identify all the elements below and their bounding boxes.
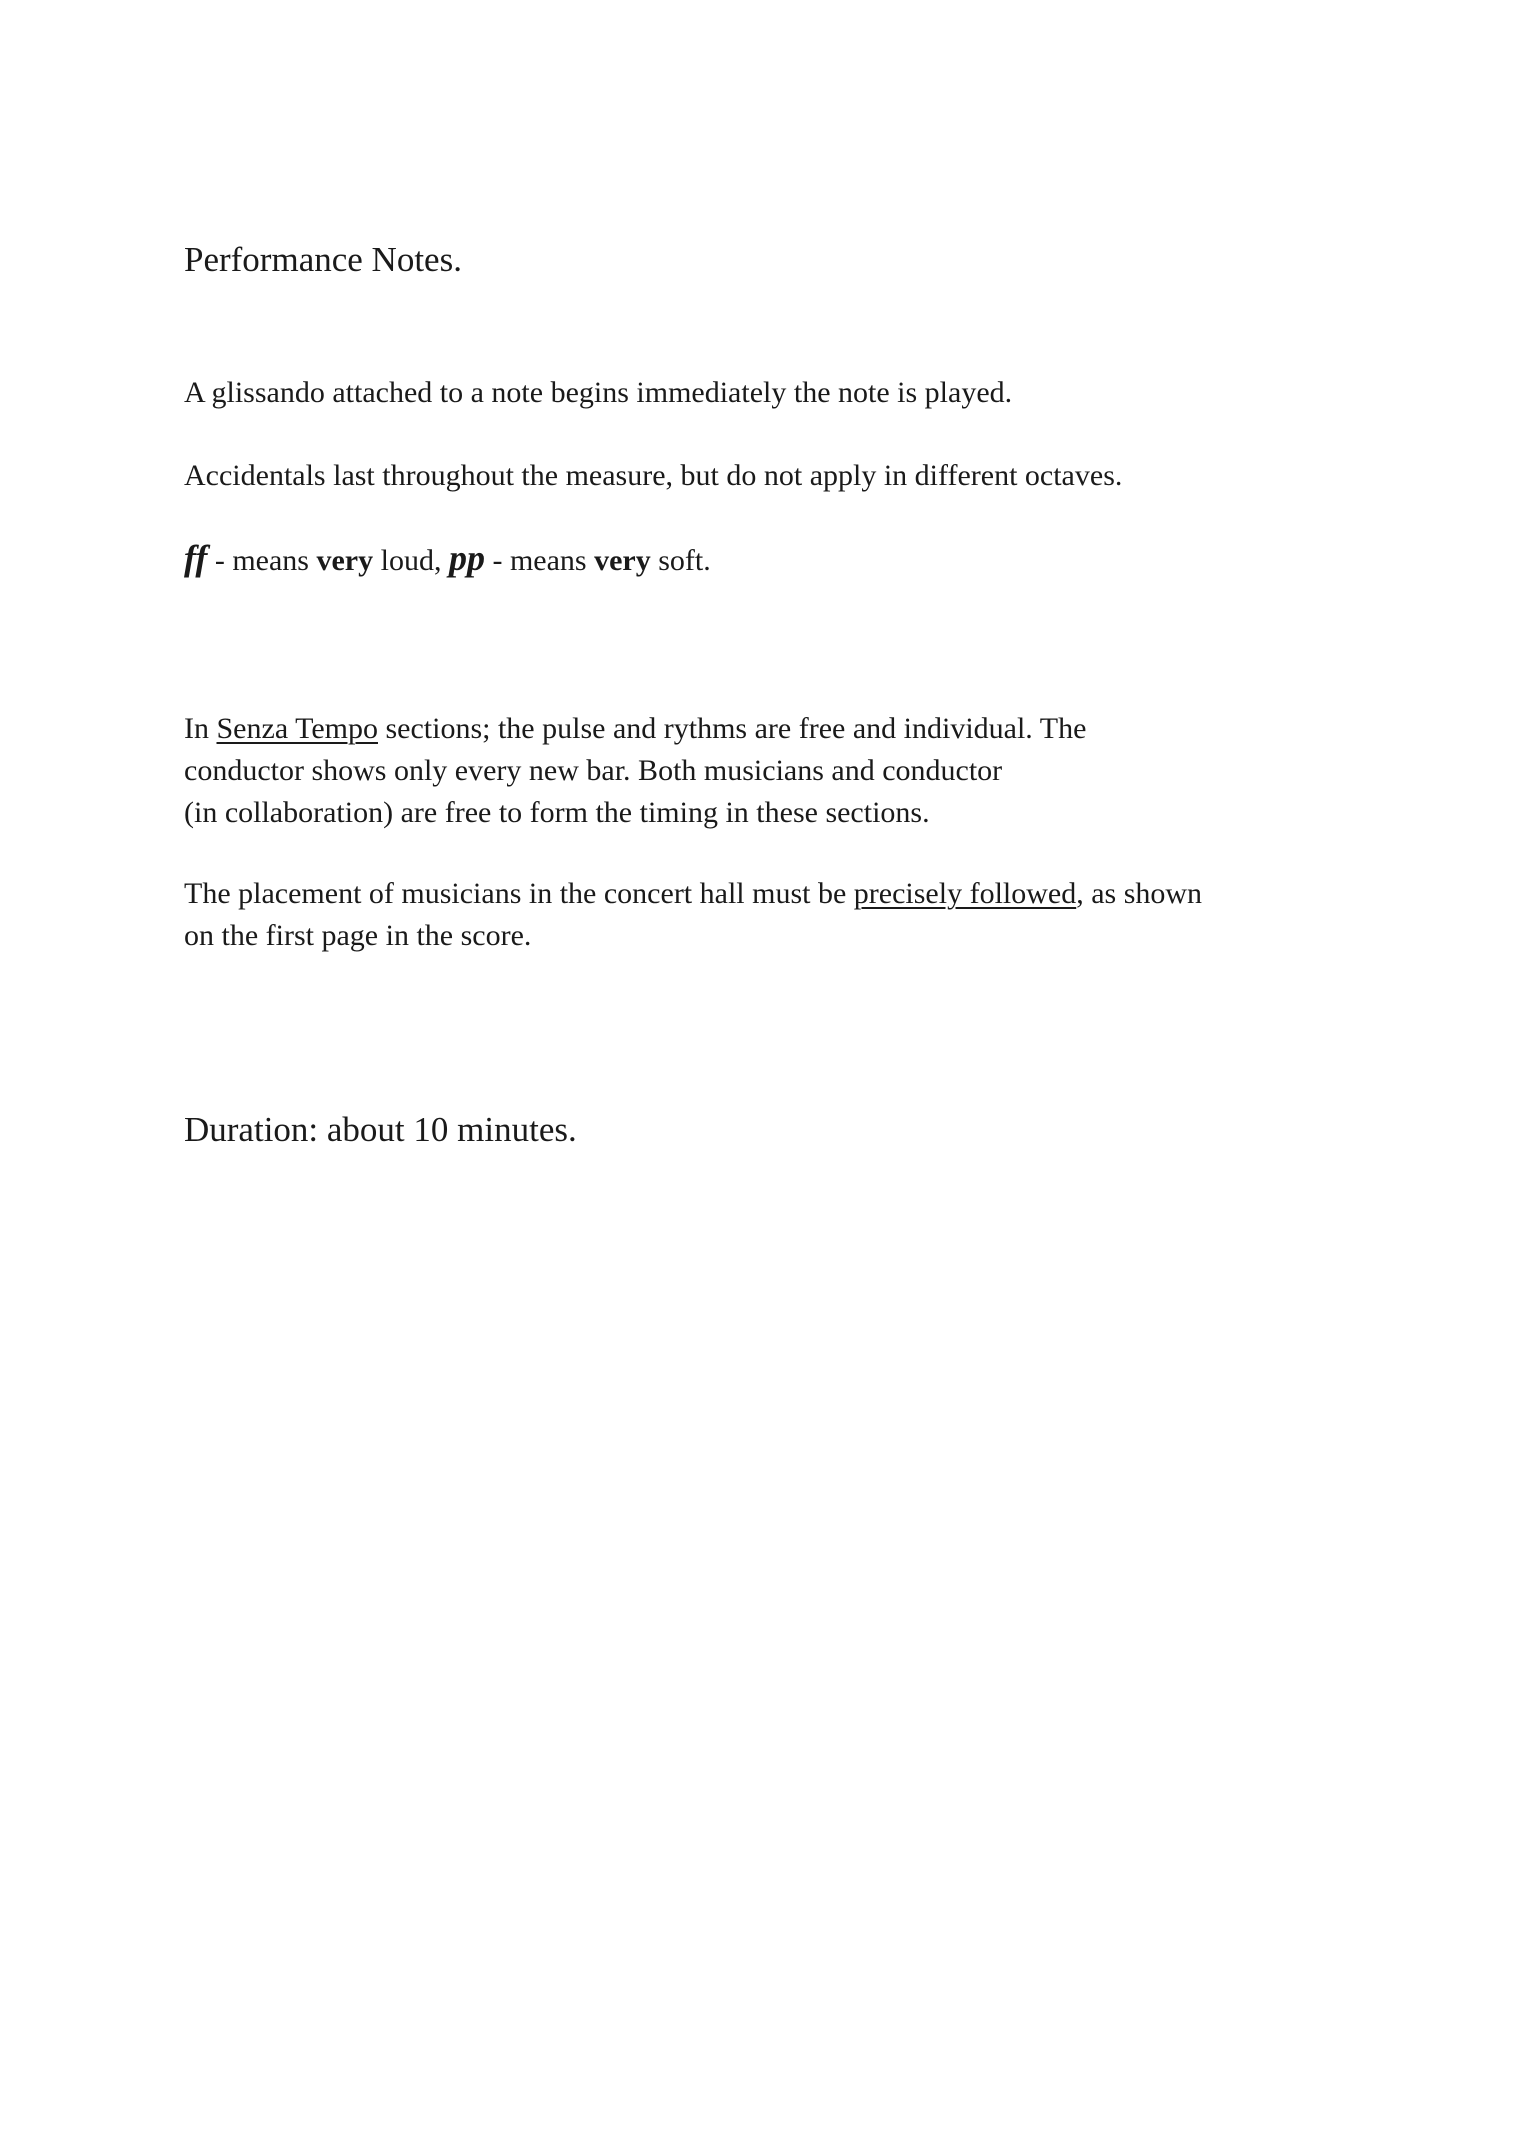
pp-separator: - means bbox=[484, 544, 595, 577]
senza-line-1-text: sections; the pulse and rythms are free and individual. The bbox=[377, 712, 1087, 745]
placement-emphasis: precisely followed bbox=[853, 877, 1077, 910]
pp-description: soft. bbox=[650, 544, 711, 577]
senza-prefix: In bbox=[184, 712, 217, 745]
pp-emphasis: very bbox=[594, 544, 651, 577]
placement-line-2: on the first page in the score. bbox=[184, 919, 532, 952]
duration-note: Duration: about 10 minutes. bbox=[184, 1110, 577, 1149]
senza-tempo-line-3: (in collaboration) are free to form the timing in these sections. bbox=[184, 796, 930, 829]
placement-prefix: The placement of musicians in the concert hall must be bbox=[184, 877, 854, 910]
placement-note bbox=[184, 873, 1364, 957]
placement-line-1-text: , as shown bbox=[1076, 877, 1203, 910]
ff-emphasis: very bbox=[316, 544, 374, 577]
ff-dynamic-mark: ff bbox=[184, 538, 208, 578]
ff-description: loud, bbox=[373, 544, 449, 577]
glissando-note: A glissando attached to a note begins immediately the note is played. bbox=[184, 376, 1013, 409]
senza-tempo-term: Senza Tempo bbox=[216, 712, 378, 745]
senza-tempo-note bbox=[184, 708, 1364, 834]
page-title: Performance Notes. bbox=[184, 240, 462, 279]
pp-dynamic-mark: pp bbox=[448, 538, 485, 578]
dynamics-note bbox=[184, 537, 1364, 582]
accidentals-note: Accidentals last throughout the measure, but do not apply in different octaves. bbox=[184, 459, 1123, 492]
placement-line-1 bbox=[184, 873, 1364, 915]
senza-tempo-line-1 bbox=[184, 708, 1364, 750]
ff-separator: - means bbox=[207, 544, 317, 577]
senza-tempo-line-2: conductor shows only every new bar. Both musicians and conductor bbox=[184, 754, 1003, 787]
